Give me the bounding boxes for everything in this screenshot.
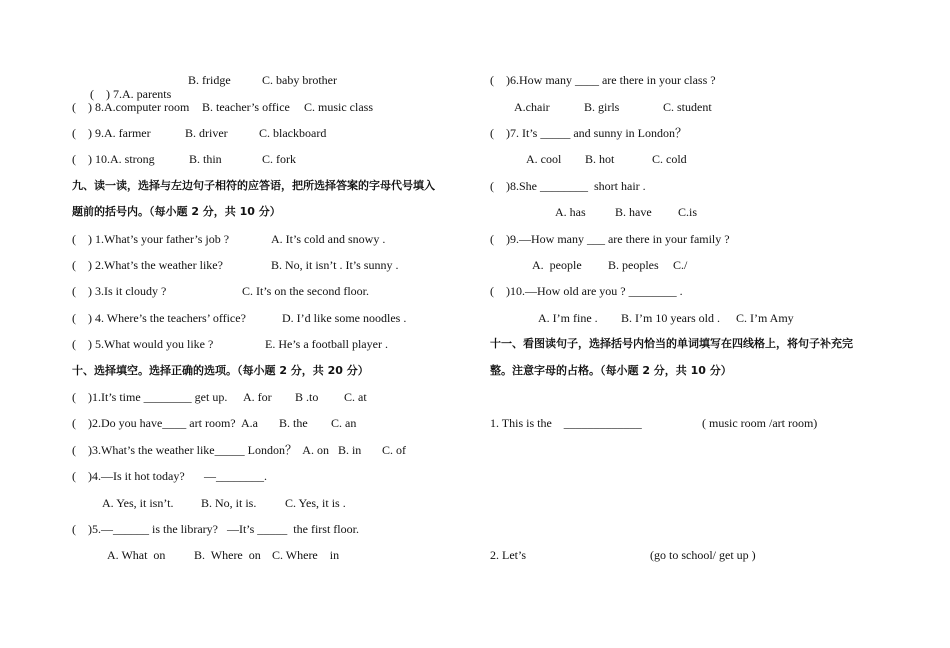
section-9-heading-line-1: 九、读一读，选择与左边句子相符的应答语，把所选择答案的字母代号填入 bbox=[72, 179, 435, 192]
match-answer-b: B. No, it isn’t . It’s sunny . bbox=[271, 258, 399, 272]
match-question-1: ( ) 1.What’s your father’s job ? bbox=[72, 232, 230, 246]
fill-question-2: ( )2.Do you have____ art room? A.a bbox=[72, 416, 258, 430]
right-q7-option-b: B. hot bbox=[585, 152, 615, 166]
sentence-1-hint: ( music room /art room) bbox=[702, 416, 818, 430]
right-q7-option-a: A. cool bbox=[526, 152, 562, 166]
fill-question-4: ( )4.—Is it hot today? bbox=[72, 469, 185, 483]
right-question-8: ( )8.She ________ short hair . bbox=[490, 179, 646, 193]
fill-4-option-a: A. Yes, it isn’t. bbox=[102, 496, 174, 510]
section-9-heading-line-2: 题前的括号内。（每小题 2 分，共 10 分） bbox=[72, 205, 281, 218]
question-10-option-b: B. thin bbox=[189, 152, 222, 166]
question-7-option-c: C. baby brother bbox=[262, 73, 337, 87]
fill-question-3: ( )3.What’s the weather like_____ London？ A. on B. in bbox=[72, 443, 362, 457]
fill-4-option-c: C. Yes, it is . bbox=[285, 496, 346, 510]
match-question-5: ( ) 5.What would you like ? bbox=[72, 337, 214, 351]
fill-2-option-c: C. an bbox=[331, 416, 357, 430]
match-answer-c: C. It’s on the second floor. bbox=[242, 284, 369, 298]
section-11-heading-line-2: 整。注意字母的占格。（每小题 2 分，共 10 分） bbox=[490, 364, 732, 377]
question-8-option-b: B. teacher’s office bbox=[202, 100, 290, 114]
sentence-2-hint: (go to school/ get up ) bbox=[650, 548, 756, 562]
match-question-3: ( ) 3.Is it cloudy ? bbox=[72, 284, 167, 298]
right-q9-option-a: A. people bbox=[532, 258, 582, 272]
question-9-option-c: C. blackboard bbox=[259, 126, 327, 140]
right-question-10: ( )10.—How old are you ? ________ . bbox=[490, 284, 683, 298]
question-10-option-c: C. fork bbox=[262, 152, 296, 166]
fill-5-option-c: C. Where in bbox=[272, 548, 340, 562]
fill-4-answer-blank: —________. bbox=[204, 469, 267, 483]
question-8-option-c: C. music class bbox=[304, 100, 373, 114]
match-answer-a: A. It’s cold and snowy . bbox=[271, 232, 386, 246]
fill-3-option-c: C. of bbox=[382, 443, 406, 457]
fill-question-1: ( )1.It’s time ________ get up. bbox=[72, 390, 228, 404]
match-question-2: ( ) 2.What’s the weather like? bbox=[72, 258, 223, 272]
section-10-heading: 十、选择填空。选择正确的选项。（每小题 2 分，共 20 分） bbox=[72, 364, 369, 377]
question-9-option-b: B. driver bbox=[185, 126, 228, 140]
right-question-7: ( )7. It’s _____ and sunny in London？ bbox=[490, 126, 687, 140]
question-8-stem: ( ) 8.A.computer room bbox=[72, 100, 190, 114]
right-q9-option-b: B. peoples bbox=[608, 258, 659, 272]
fill-1-option-a: A. for bbox=[243, 390, 272, 404]
right-q7-option-c: C. cold bbox=[652, 152, 687, 166]
question-9-stem: ( ) 9.A. farmer bbox=[72, 126, 151, 140]
right-q9-option-c: C./ bbox=[673, 258, 688, 272]
right-q8-option-c: C.is bbox=[678, 205, 698, 219]
fill-1-option-c: C. at bbox=[344, 390, 367, 404]
fill-question-5: ( )5.—______ is the library? —It’s _____ the first floor. bbox=[72, 522, 359, 536]
right-question-9: ( )9.—How many ___ are there in your family ? bbox=[490, 232, 730, 246]
match-answer-e: E. He’s a football player . bbox=[265, 337, 388, 351]
sentence-1: 1. This is the _____________ bbox=[490, 416, 642, 430]
right-q6-option-b: B. girls bbox=[584, 100, 620, 114]
fill-4-option-b: B. No, it is. bbox=[201, 496, 257, 510]
right-q8-option-b: B. have bbox=[615, 205, 652, 219]
sentence-2: 2. Let’s bbox=[490, 548, 526, 562]
fill-5-option-b: B. Where on bbox=[194, 548, 261, 562]
right-q6-option-c: C. student bbox=[663, 100, 712, 114]
question-7-stem: ( ) 7.A. parents bbox=[90, 87, 172, 101]
right-q6-option-a: A.chair bbox=[514, 100, 550, 114]
fill-2-option-b: B. the bbox=[279, 416, 308, 430]
right-q8-option-a: A. has bbox=[555, 205, 586, 219]
question-10-stem: ( ) 10.A. strong bbox=[72, 152, 155, 166]
right-q10-option-c: C. I’m Amy bbox=[736, 311, 794, 325]
match-answer-d: D. I’d like some noodles . bbox=[282, 311, 407, 325]
fill-1-option-b: B .to bbox=[295, 390, 319, 404]
right-question-6: ( )6.How many ____ are there in your class ? bbox=[490, 73, 716, 87]
match-question-4: ( ) 4. Where’s the teachers’ office? bbox=[72, 311, 246, 325]
fill-5-option-a: A. What on bbox=[107, 548, 166, 562]
right-q10-option-b: B. I’m 10 years old . bbox=[621, 311, 720, 325]
right-q10-option-a: A. I’m fine . bbox=[538, 311, 598, 325]
section-11-heading-line-1: 十一、看图读句子，选择括号内恰当的单词填写在四线格上，将句子补充完 bbox=[490, 337, 853, 350]
question-7-option-b: B. fridge bbox=[188, 73, 231, 87]
